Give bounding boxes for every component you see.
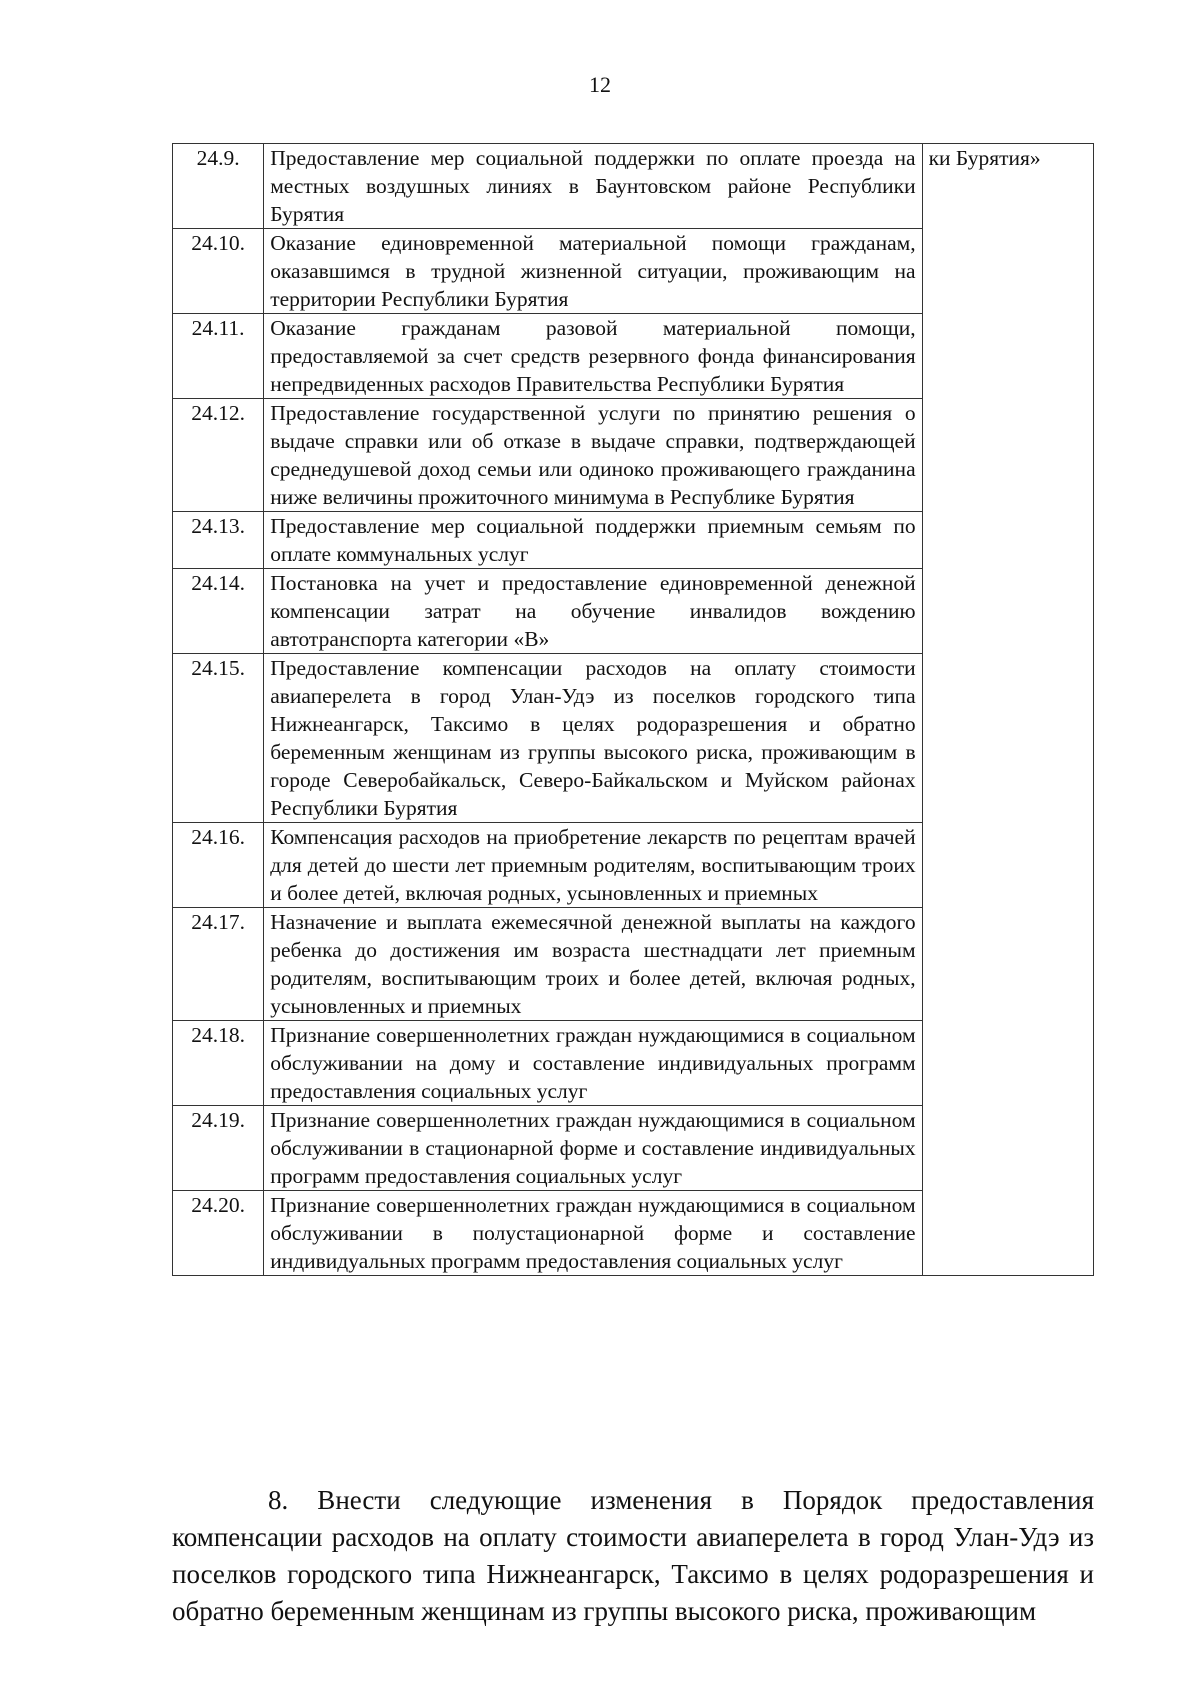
- table-row: [173, 144, 1094, 229]
- row-number: 24.18.: [173, 1021, 264, 1106]
- services-table-body: [173, 144, 1094, 1276]
- row-number: 24.10.: [173, 229, 264, 314]
- service-description: Постановка на учет и предоставление единовременной денежной компенсации затрат на обучение инвалидов вождению автотранспорта категории «В»: [264, 569, 922, 654]
- service-description: Признание совершеннолетних граждан нуждающимися в социальном обслуживании на дому и составление индивидуальных программ предоставления социальных услуг: [264, 1021, 922, 1106]
- service-description: Оказание гражданам разовой материальной помощи, предоставляемой за счет средств резервного фонда финансирования непредвиденных расходов Правительства Республики Бурятия: [264, 314, 922, 399]
- service-description: Признание совершеннолетних граждан нуждающимися в социальном обслуживании в полустационарной форме и составление индивидуальных программ предоставления социальных услуг: [264, 1191, 922, 1276]
- service-description: Назначение и выплата ежемесячной денежной выплаты на каждого ребенка до достижения им возраста шестнадцати лет приемным родителям, воспитывающим троих и более детей, включая родных, усыновленных и приемных: [264, 908, 922, 1021]
- service-description: Оказание единовременной материальной помощи гражданам, оказавшимся в трудной жизненной ситуации, проживающим на территории Республики Бурятия: [264, 229, 922, 314]
- page-number: 12: [589, 72, 611, 97]
- service-description: Предоставление мер социальной поддержки приемным семьям по оплате коммунальных услуг: [264, 512, 922, 569]
- amendment-paragraph: 8. Внести следующие изменения в Порядок предоставления компенсации расходов на оплату стоимости авиаперелета в город Улан-Удэ из поселков городского типа Нижнеангарск, Таксимо в целях родоразрешения и обратно беременным женщинам из группы высокого риска, проживающим: [172, 1485, 1094, 1626]
- row-number: 24.12.: [173, 399, 264, 512]
- row-number: 24.20.: [173, 1191, 264, 1276]
- service-description: Компенсация расходов на приобретение лекарств по рецептам врачей для детей до шести лет приемным родителям, воспитывающим троих и более детей, включая родных, усыновленных и приемных: [264, 823, 922, 908]
- row-number: 24.11.: [173, 314, 264, 399]
- row-number: 24.17.: [173, 908, 264, 1021]
- row-number: 24.9.: [173, 144, 264, 229]
- services-table: [172, 143, 1094, 1276]
- service-description: Признание совершеннолетних граждан нуждающимися в социальном обслуживании в стационарной форме и составление индивидуальных программ предоставления социальных услуг: [264, 1106, 922, 1191]
- service-description: Предоставление компенсации расходов на оплату стоимости авиаперелета в город Улан-Удэ из поселков городского типа Нижнеангарск, Таксимо в целях родоразрешения и обратно беременным женщинам из группы высокого риска, проживающим в городе Северобайкальск, Северо-Байкальском и Муйском районах Республики Бурятия: [264, 654, 922, 823]
- service-description: Предоставление государственной услуги по принятию решения о выдаче справки или об отказе в выдаче справки, подтверждающей среднедушевой доход семьи или одиноко проживающего гражданина ниже величины прожиточного минимума в Республике Бурятия: [264, 399, 922, 512]
- row-number: 24.14.: [173, 569, 264, 654]
- row-number: 24.19.: [173, 1106, 264, 1191]
- row-number: 24.16.: [173, 823, 264, 908]
- responsible-organization: ки Бурятия»: [922, 144, 1093, 1276]
- row-number: 24.15.: [173, 654, 264, 823]
- row-number: 24.13.: [173, 512, 264, 569]
- service-description: Предоставление мер социальной поддержки по оплате проезда на местных воздушных линиях в Баунтовском районе Республики Бурятия: [264, 144, 922, 229]
